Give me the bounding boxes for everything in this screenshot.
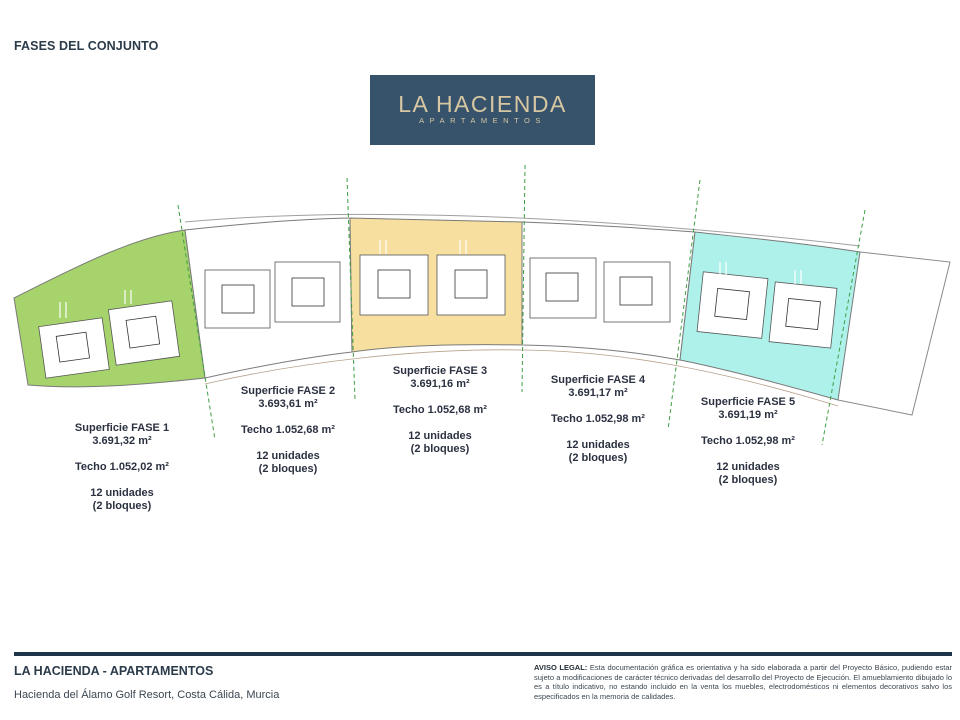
phase-2-name: Superficie FASE 2 (240, 385, 336, 397)
phase-1-units: 12 unidades (90, 487, 154, 499)
phase-4-blocks: (2 bloques) (568, 452, 628, 464)
phase-5-techo: Techo 1.052,98 m² (701, 435, 795, 447)
legal-notice (534, 663, 952, 701)
block-2a (205, 270, 270, 328)
phase-4-name: Superficie FASE 4 (550, 374, 646, 386)
phase-4-units: 12 unidades (566, 439, 630, 451)
legal-label: AVISO LEGAL: (534, 663, 588, 672)
block-1b (108, 301, 179, 365)
phase-3-name: Superficie FASE 3 (392, 365, 488, 377)
phase-5-summary (658, 396, 838, 487)
phase-3-summary (350, 365, 530, 456)
project-title: LA HACIENDA - APARTAMENTOS (14, 664, 214, 678)
phase-1-techo: Techo 1.052,02 m² (75, 461, 169, 473)
phase-5-area: 3.691,19 m² (718, 409, 778, 421)
legal-text: Esta documentación gráfica es orientativa y ha sido elaborada a partir del Proyecto Básico, pudiendo estar sujeto a modificaciones de carácter técnico derivadas del desarrollo del Proyecto de Ejecución. El amueblamiento dibujado lo es a título indicativo, no estando incluido en la venta los muebles, electrodomésticos ni elementos decorativos salvo los especificados en la memoria de calidades. (534, 663, 953, 701)
phase-2-techo: Techo 1.052,68 m² (241, 424, 335, 436)
phase-3-units: 12 unidades (408, 430, 472, 442)
phase-3-area: 3.691,16 m² (410, 378, 470, 390)
page-title: FASES DEL CONJUNTO (14, 39, 159, 53)
block-4b (604, 262, 670, 322)
phase-5-blocks: (2 bloques) (718, 474, 778, 486)
project-location: Hacienda del Álamo Golf Resort, Costa Cálida, Murcia (14, 689, 280, 701)
phase-4-techo: Techo 1.052,98 m² (551, 413, 645, 425)
phase-1-name: Superficie FASE 1 (74, 422, 170, 434)
phase-3-blocks: (2 bloques) (410, 443, 470, 455)
logo-title: LA HACIENDA (398, 91, 567, 117)
fase-1-zone (14, 230, 205, 387)
block-5b (769, 282, 837, 348)
phase-1-blocks: (2 bloques) (92, 500, 152, 512)
block-5a (697, 272, 768, 338)
phase-3-techo: Techo 1.052,68 m² (393, 404, 487, 416)
phase-2-blocks: (2 bloques) (258, 463, 318, 475)
phase-4-area: 3.691,17 m² (568, 387, 628, 399)
block-3a (360, 255, 428, 315)
phase-5-units: 12 unidades (716, 461, 780, 473)
logo-subtitle: APARTAMENTOS (419, 116, 546, 125)
phase-5-name: Superficie FASE 5 (700, 396, 796, 408)
phase-2-units: 12 unidades (256, 450, 320, 462)
phase-1-area: 3.691,32 m² (92, 435, 152, 447)
footer-divider (14, 652, 952, 656)
block-4a (530, 258, 596, 318)
block-1a (39, 318, 110, 378)
phase-2-area: 3.693,61 m² (258, 398, 318, 410)
block-3b (437, 255, 505, 315)
block-2b (275, 262, 340, 322)
phase-1-summary (32, 422, 212, 513)
